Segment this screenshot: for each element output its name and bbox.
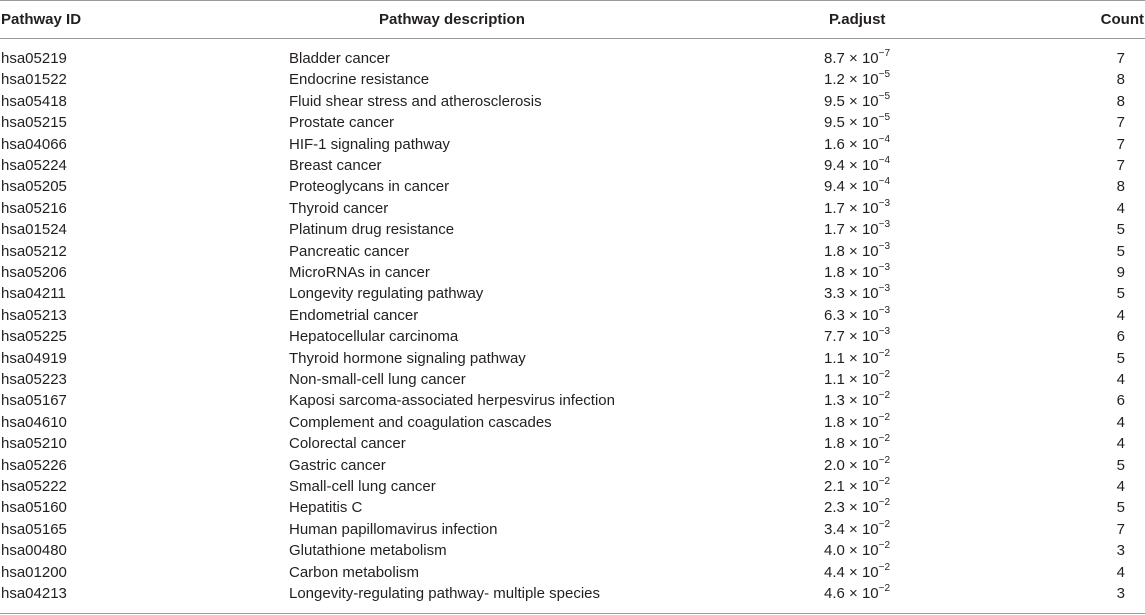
cell-pathway-description: Kaposi sarcoma-associated herpesvirus infection: [289, 392, 615, 410]
cell-count: 7: [1116, 520, 1125, 538]
cell-count: 3: [1116, 542, 1125, 560]
cell-pathway-description: Carbon metabolism: [289, 563, 420, 581]
cell-count: 4: [1116, 306, 1125, 324]
table-body: [0, 39, 1145, 614]
p-adjust-exponent: −2: [878, 369, 891, 380]
cell-pathway-description: Non-small-cell lung cancer: [289, 371, 466, 388]
p-adjust-mantissa: 1.8: [824, 264, 845, 281]
p-adjust-times-ten: × 10: [849, 221, 879, 239]
table-row: [0, 339, 1145, 367]
p-adjust-exponent: −3: [878, 326, 891, 338]
p-adjust-mantissa: 9.5: [824, 92, 845, 110]
table-row: [0, 274, 1145, 303]
p-adjust-mantissa: 7.7: [824, 328, 845, 346]
p-adjust-times-ten: × 10: [849, 71, 879, 89]
table-row: [0, 60, 1145, 89]
cell-count: 7: [1116, 157, 1125, 174]
cell-count: 5: [1116, 456, 1125, 474]
cell-pathway-id: hsa05212: [1, 242, 67, 260]
p-adjust-times-ten: × 10: [849, 456, 879, 474]
cell-count: 5: [1116, 499, 1125, 517]
p-adjust-mantissa: 1.1: [824, 371, 845, 388]
cell-pathway-id: hsa05224: [1, 157, 67, 174]
cell-pathway-description: Endocrine resistance: [289, 71, 430, 89]
p-adjust-exponent: −3: [878, 262, 891, 273]
table-row: [0, 167, 1145, 196]
table-row: [0, 488, 1145, 517]
cell-pathway-id: hsa05213: [1, 306, 67, 324]
cell-pathway-id: hsa05210: [1, 435, 67, 453]
table-row: [0, 296, 1145, 324]
p-adjust-exponent: −3: [878, 304, 891, 316]
p-adjust-exponent: −2: [878, 390, 891, 402]
p-adjust-times-ten: × 10: [849, 371, 879, 388]
cell-count: 6: [1116, 328, 1125, 346]
p-adjust-exponent: −2: [878, 411, 891, 423]
p-adjust-exponent: −4: [878, 176, 891, 188]
cell-pathway-description: Prostate cancer: [289, 114, 395, 132]
p-adjust-mantissa: 1.8: [824, 413, 845, 431]
p-adjust-times-ten: × 10: [849, 585, 879, 602]
cell-pathway-id: hsa05222: [1, 478, 67, 495]
cell-count: 8: [1116, 178, 1125, 196]
p-adjust-mantissa: 1.3: [824, 392, 845, 410]
cell-pathway-description: Longevity-regulating pathway- multiple species: [289, 585, 601, 602]
p-adjust-times-ten: × 10: [849, 306, 879, 324]
cell-pathway-id: hsa05418: [1, 92, 67, 110]
table-row: [0, 553, 1145, 581]
p-adjust-mantissa: 6.3: [824, 306, 845, 324]
table-row: [0, 39, 1145, 67]
cell-pathway-description: Colorectal cancer: [289, 435, 406, 453]
p-adjust-times-ten: × 10: [849, 499, 879, 517]
table-row: [0, 360, 1145, 388]
table-row: [0, 531, 1145, 560]
p-adjust-mantissa: 1.1: [824, 349, 845, 367]
table-row: [0, 232, 1145, 260]
p-adjust-mantissa: 1.6: [824, 135, 845, 153]
p-adjust-times-ten: × 10: [849, 264, 879, 281]
p-adjust-times-ten: × 10: [849, 178, 879, 196]
table-row: [0, 510, 1145, 538]
p-adjust-exponent: −3: [878, 197, 891, 209]
cell-pathway-description: Hepatocellular carcinoma: [289, 328, 459, 346]
table-row: [0, 103, 1145, 132]
p-adjust-times-ten: × 10: [849, 50, 879, 67]
cell-count: 8: [1116, 71, 1125, 89]
cell-count: 9: [1116, 264, 1125, 281]
p-adjust-times-ten: × 10: [849, 285, 879, 303]
cell-pathway-description: Platinum drug resistance: [289, 221, 455, 239]
cell-count: 4: [1116, 199, 1125, 217]
cell-count: 7: [1116, 50, 1125, 67]
cell-pathway-description: Proteoglycans in cancer: [289, 178, 450, 196]
cell-count: 8: [1116, 92, 1125, 110]
p-adjust-times-ten: × 10: [849, 413, 879, 431]
p-adjust-times-ten: × 10: [849, 563, 879, 581]
cell-pathway-id: hsa04211: [1, 285, 66, 303]
cell-count: 4: [1116, 478, 1125, 495]
p-adjust-mantissa: 1.8: [824, 242, 845, 260]
p-adjust-mantissa: 4.4: [824, 563, 845, 581]
cell-pathway-description: Hepatitis C: [289, 499, 363, 517]
table-row: [0, 125, 1145, 153]
cell-pathway-description: Fluid shear stress and atherosclerosis: [289, 92, 542, 110]
cell-pathway-id: hsa01524: [1, 221, 67, 239]
p-adjust-exponent: −2: [878, 454, 891, 466]
cell-pathway-description: Breast cancer: [289, 157, 382, 174]
p-adjust-exponent: −4: [878, 155, 891, 166]
cell-count: 7: [1116, 135, 1125, 153]
p-adjust-times-ten: × 10: [849, 392, 879, 410]
table-row: [0, 82, 1145, 110]
p-adjust-mantissa: 3.4: [824, 520, 845, 538]
table-row: [0, 317, 1145, 346]
cell-pathway-description: Bladder cancer: [289, 50, 390, 67]
p-adjust-mantissa: 1.7: [824, 221, 845, 239]
cell-pathway-id: hsa05223: [1, 371, 67, 388]
cell-count: 7: [1116, 114, 1125, 132]
cell-pathway-id: hsa05206: [1, 264, 67, 281]
cell-pathway-description: Human papillomavirus infection: [289, 520, 498, 538]
cell-pathway-id: hsa01522: [1, 71, 67, 89]
cell-pathway-id: hsa05165: [1, 520, 67, 538]
p-adjust-times-ten: × 10: [849, 435, 879, 453]
table-row: [0, 467, 1145, 495]
table-row: [0, 189, 1145, 217]
cell-pathway-id: hsa04213: [1, 585, 67, 602]
cell-count: 5: [1116, 221, 1125, 239]
p-adjust-exponent: −5: [878, 90, 891, 102]
p-adjust-exponent: −5: [878, 112, 891, 124]
cell-pathway-id: hsa05216: [1, 199, 67, 217]
p-adjust-mantissa: 4.0: [824, 542, 845, 560]
cell-pathway-description: Thyroid cancer: [289, 199, 389, 217]
table-row: [0, 424, 1145, 453]
cell-pathway-description: MicroRNAs in cancer: [289, 264, 430, 281]
p-adjust-exponent: −2: [878, 583, 891, 594]
cell-pathway-id: hsa04610: [1, 413, 67, 431]
cell-count: 5: [1116, 285, 1125, 303]
p-adjust-exponent: −2: [878, 540, 891, 552]
cell-count: 5: [1116, 242, 1125, 260]
p-adjust-exponent: −4: [878, 133, 891, 145]
p-adjust-mantissa: 2.0: [824, 456, 845, 474]
p-adjust-mantissa: 2.3: [824, 499, 845, 517]
cell-pathway-description: Longevity regulating pathway: [289, 285, 484, 303]
table-row: [0, 146, 1145, 174]
p-adjust-exponent: −2: [878, 561, 891, 573]
p-adjust-exponent: −3: [878, 219, 891, 231]
p-adjust-times-ten: × 10: [849, 349, 879, 367]
table-row: [0, 403, 1145, 431]
p-adjust-exponent: −2: [878, 476, 891, 487]
p-adjust-exponent: −2: [878, 433, 891, 445]
p-adjust-times-ten: × 10: [849, 114, 879, 132]
p-adjust-exponent: −3: [878, 240, 891, 252]
table-row: [0, 574, 1145, 602]
cell-pathway-id: hsa00480: [1, 542, 67, 560]
header-p-adjust: P.adjust: [829, 11, 886, 28]
p-adjust-times-ten: × 10: [849, 542, 879, 560]
cell-count: 4: [1116, 563, 1125, 581]
p-adjust-times-ten: × 10: [849, 242, 879, 260]
p-adjust-mantissa: 4.6: [824, 585, 845, 602]
p-adjust-times-ten: × 10: [849, 135, 879, 153]
cell-count: 6: [1116, 392, 1125, 410]
cell-pathway-id: hsa05219: [1, 50, 67, 67]
cell-pathway-description: Endometrial cancer: [289, 306, 419, 324]
p-adjust-times-ten: × 10: [849, 328, 879, 346]
cell-count: 3: [1116, 585, 1125, 602]
cell-pathway-id: hsa05205: [1, 178, 67, 196]
cell-pathway-description: Small-cell lung cancer: [289, 478, 436, 495]
p-adjust-times-ten: × 10: [849, 157, 879, 174]
p-adjust-mantissa: 2.1: [824, 478, 845, 495]
p-adjust-mantissa: 1.2: [824, 71, 845, 89]
table-header: [0, 0, 1145, 39]
cell-pathway-description: HIF-1 signaling pathway: [289, 135, 450, 153]
p-adjust-exponent: −2: [878, 497, 891, 509]
p-adjust-times-ten: × 10: [849, 92, 879, 110]
table-row: [0, 253, 1145, 281]
cell-pathway-description: Complement and coagulation cascades: [289, 413, 552, 431]
cell-pathway-id: hsa04919: [1, 349, 67, 367]
p-adjust-exponent: −2: [878, 518, 891, 530]
cell-pathway-description: Thyroid hormone signaling pathway: [289, 349, 526, 367]
cell-pathway-description: Pancreatic cancer: [289, 242, 410, 260]
p-adjust-times-ten: × 10: [849, 520, 879, 538]
cell-pathway-id: hsa05215: [1, 114, 67, 132]
cell-pathway-description: Gastric cancer: [289, 456, 386, 474]
p-adjust-exponent: −7: [878, 48, 891, 59]
p-adjust-mantissa: 9.4: [824, 157, 845, 174]
p-adjust-mantissa: 3.3: [824, 285, 845, 303]
cell-pathway-id: hsa01200: [1, 563, 67, 581]
cell-count: 5: [1116, 349, 1125, 367]
p-adjust-times-ten: × 10: [849, 199, 879, 217]
p-adjust-times-ten: × 10: [849, 478, 879, 495]
p-adjust-mantissa: 9.5: [824, 114, 845, 132]
cell-pathway-id: hsa05160: [1, 499, 67, 517]
cell-p-adjust: [824, 585, 890, 603]
p-adjust-mantissa: 1.8: [824, 435, 845, 453]
cell-pathway-description: Glutathione metabolism: [289, 542, 447, 560]
cell-pathway-id: hsa04066: [1, 135, 67, 153]
p-adjust-exponent: −3: [878, 283, 891, 295]
cell-pathway-id: hsa05225: [1, 328, 67, 346]
cell-count: 4: [1116, 435, 1125, 453]
table-row: [0, 381, 1145, 410]
header-pathway-description: Pathway description: [379, 11, 525, 28]
cell-count: 4: [1116, 413, 1125, 431]
p-adjust-mantissa: 8.7: [824, 50, 845, 67]
p-adjust-exponent: −5: [878, 69, 891, 81]
header-count: Count: [1100, 11, 1144, 28]
table-row: [0, 446, 1145, 474]
table-row: [0, 210, 1145, 239]
cell-count: 4: [1116, 371, 1125, 388]
cell-pathway-id: hsa05226: [1, 456, 67, 474]
header-pathway-id: Pathway ID: [1, 11, 82, 28]
p-adjust-mantissa: 1.7: [824, 199, 845, 217]
p-adjust-mantissa: 9.4: [824, 178, 845, 196]
p-adjust-exponent: −2: [878, 347, 891, 359]
cell-pathway-id: hsa05167: [1, 392, 67, 410]
